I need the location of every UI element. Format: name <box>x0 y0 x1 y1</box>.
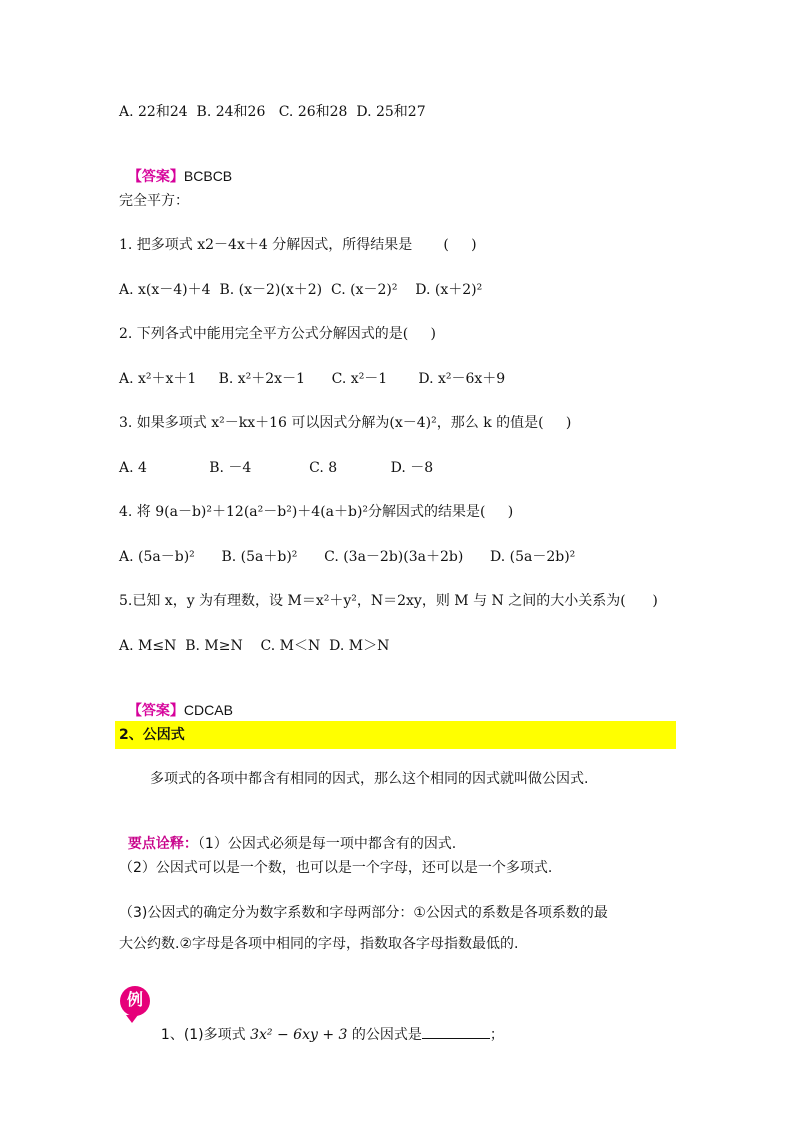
key-points-label: 要点诠释： <box>127 836 198 852</box>
answer-label: 【答案】 <box>127 703 184 719</box>
question-4-options: A. (5a－b)² B. (5a＋b)² C. (3a－2b)(3a＋2b) D. (5a－2b)² <box>119 549 576 565</box>
answer-block-2 <box>119 680 233 721</box>
example-text-after: 的公因式是 <box>347 1027 422 1043</box>
question-4: 4. 将 9(a－b)²＋12(a²－b²)＋4(a＋b)²分解因式的结果是( ) <box>119 504 514 520</box>
previous-question-options: A. 22和24 B. 24和26 C. 26和28 D. 25和27 <box>119 104 426 120</box>
section-heading-perfect-square: 完全平方： <box>119 193 189 209</box>
question-3: 3. 如果多项式 x²－kx＋16 可以因式分解为(x－4)²，那么 k 的值是( ) <box>119 415 572 431</box>
question-2: 2. 下列各式中能用完全平方公式分解因式的是( ) <box>119 326 436 342</box>
example-end: ； <box>489 1027 504 1043</box>
question-3-options: A. 4 B. －4 C. 8 D. －8 <box>119 460 434 476</box>
key-point-1 <box>119 814 456 854</box>
answer-label: 【答案】 <box>127 169 184 185</box>
question-1: 1. 把多项式 x2－4x＋4 分解因式，所得结果是 ( ) <box>119 237 477 253</box>
question-5: 5.已知 x，y 为有理数，设 M＝x²＋y²，N＝2xy，则 M 与 N 之间的大小关系为( ) <box>119 593 658 609</box>
answer-block-1 <box>119 146 232 187</box>
key-point-1-text: （1）公因式必须是每一项中都含有的因式. <box>197 836 457 852</box>
example-text-before: 1、(1)多项式 <box>160 1027 251 1043</box>
answer-value: CDCAB <box>183 702 233 718</box>
key-point-3-line-2: 大公约数.②字母是各项中相同的字母，指数取各字母指数最低的. <box>119 936 519 952</box>
example-badge: 例 <box>120 986 150 1016</box>
section-title: 2、公因式 <box>119 727 185 743</box>
definition-text: 多项式的各项中都含有相同的因式，那么这个相同的因式就叫做公因式. <box>150 771 589 787</box>
answer-blank[interactable] <box>422 1024 490 1039</box>
question-2-options: A. x²＋x＋1 B. x²＋2x－1 C. x²－1 D. x²－6x＋9 <box>119 371 506 387</box>
question-5-options: A. M≤N B. M≥N C. M＜N D. M＞N <box>119 638 390 654</box>
question-1-options: A. x(x－4)＋4 B. (x－2)(x＋2) C. (x－2)² D. (x＋2)² <box>119 282 483 298</box>
section-highlight-bar <box>115 721 676 749</box>
answer-value: BCBCB <box>183 168 233 184</box>
key-point-3-line-1: （3)公因式的确定分为数字系数和字母两部分：①公因式的系数是各项系数的最 <box>119 905 608 921</box>
example-1 <box>152 1004 504 1045</box>
key-point-2: （2）公因式可以是一个数，也可以是一个字母，还可以是一个多项式. <box>119 860 553 876</box>
example-expression: 3x² − 6xy + 3 <box>250 1027 348 1043</box>
